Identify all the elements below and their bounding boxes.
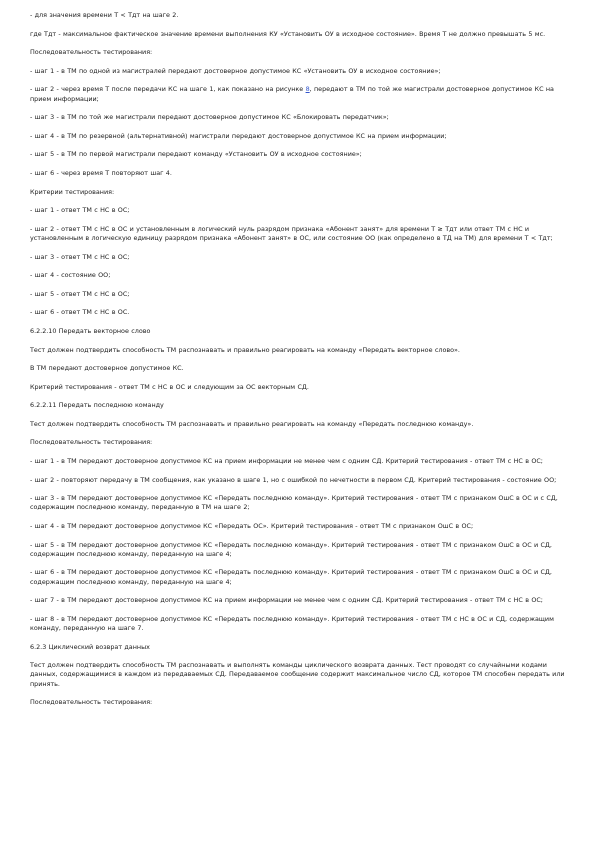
paragraph [30,383,565,392]
paragraph [30,346,565,355]
paragraph-text: - шаг 7 - в ТМ передают достоверное допустимое КС на прием информации не менее чем с одним СД. Критерий тестирования - ответ ТМ с НС в ОС; [30,596,543,605]
paragraph-text: 6.2.3 Циклический возврат данных [30,642,150,651]
paragraph [30,457,565,466]
paragraph [30,290,565,299]
paragraph-text: - шаг 5 - ответ ТМ с НС в ОС; [30,289,130,298]
paragraph [30,615,565,633]
paragraph [30,438,565,447]
paragraph-text: - шаг 4 - в ТМ по резервной (альтернативной) магистрали передают достоверное допустимое КС на прием информации; [30,131,447,140]
paragraph [30,85,565,103]
paragraph-text: - для значения времени T < Tдт на шаге 2. [30,11,179,19]
paragraph [30,476,565,485]
paragraph [30,169,565,178]
paragraph-text: - шаг 6 - в ТМ передают достоверное допустимое КС «Передать последнюю команду». Критерий тестирования - ответ ТМ с признаком ОшС в ОС и СД, содержащим последнюю команду, переданную на шаге 4; [30,568,552,586]
paragraph-text: - шаг 2 - повторяют передачу в ТМ сообщения, как указано в шаге 1, но с ошибкой по нечетности в первом СД. Критерий тестирования - состояние ОО; [30,475,557,484]
paragraph-text: , передают в ТМ по той же магистрали достоверное допустимое КС на прием информации; [30,85,554,103]
paragraph [30,113,565,122]
paragraph [30,30,565,39]
paragraph [30,661,565,689]
paragraph [30,67,565,76]
paragraph-text: Тест должен подтвердить способность ТМ распознавать и правильно реагировать на команду «Передать векторное слово». [30,345,460,354]
paragraph-text: - шаг 5 - в ТМ по первой магистрали передают команду «Установить ОУ в исходное состояние»; [30,150,362,159]
paragraph-text: Последовательность тестирования: [30,438,153,447]
paragraph [30,206,565,215]
paragraph-text: - шаг 4 - состояние ОО; [30,271,111,280]
paragraph [30,48,565,57]
paragraph-text: - шаг 1 - ответ ТМ с НС в ОС; [30,206,130,215]
paragraph [30,596,565,605]
paragraph [30,643,565,652]
paragraph [30,225,565,243]
paragraph-text: - шаг 3 - в ТМ по той же магистрали передают достоверное допустимое КС «Блокировать передатчик»; [30,113,389,122]
paragraph [30,150,565,159]
paragraph-text: - шаг 3 - ответ ТМ с НС в ОС; [30,252,130,261]
paragraph-text: Последовательность тестирования: [30,698,153,707]
paragraph-text: - шаг 4 - в ТМ передают достоверное допустимое КС «Передать ОС». Критерий тестирования - ответ ТМ с признаком ОшС в ОС; [30,522,474,531]
paragraph [30,522,565,531]
paragraph-text: - шаг 1 - в ТМ по одной из магистралей передают достоверное допустимое КС «Установить ОУ в исходное состояние»; [30,66,441,75]
paragraph-text: - шаг 1 - в ТМ передают достоверное допустимое КС на прием информации не менее чем с одним СД. Критерий тестирования - ответ ТМ с НС в ОС; [30,457,543,466]
paragraph [30,11,565,20]
paragraph [30,568,565,586]
paragraph [30,253,565,262]
paragraph-text: Критерии тестирования: [30,187,115,196]
paragraph-text: В ТМ передают достоверное допустимое КС. [30,364,184,373]
paragraph-text: - шаг 2 - через время T после передачи КС на шаге 1, как показано на рисунке [30,85,306,94]
paragraph-text: Последовательность тестирования: [30,48,153,57]
paragraph [30,420,565,429]
paragraph [30,308,565,317]
paragraph-text: - шаг 5 - в ТМ передают достоверное допустимое КС «Передать последнюю команду». Критерий тестирования - ответ ТМ с признаком ОшС в ОС и СД, содержащим последнюю команду, переданную на шаге 4; [30,540,552,558]
paragraph [30,698,565,707]
paragraph [30,401,565,410]
paragraph [30,132,565,141]
paragraph [30,494,565,512]
paragraph-text: - шаг 3 - в ТМ передают достоверное допустимое КС «Передать последнюю команду». Критерий тестирования - ответ ТМ с признаком ОшС в ОС и с СД, содержащим последнюю команду, переданную в ТМ на шаге 2; [30,494,558,512]
paragraph-text: где Tдт - максимальное фактическое значение времени выполнения КУ «Установить ОУ в исходное состояние». Время T не должно превышать 5 мс. [30,29,546,38]
paragraph-text: - шаг 8 - в ТМ передают достоверное допустимое КС «Передать последнюю команду». Критерий тестирования - ответ ТМ с НС в ОС и СД, содержащим команду, переданную на шаге 7. [30,614,554,633]
paragraph [30,364,565,373]
paragraph [30,541,565,559]
paragraph [30,188,565,197]
paragraph-text: - шаг 2 - ответ ТМ с НС в ОС и установленным в логический нуль разрядом признака «Абонент занят» для времени T ≥ Tдт или ответ ТМ с НС и установленным в логическую единицу разрядом признака «Абонент занят» в ОС, или состояние ОО (как определено в ТД на ТМ) для времени T < Tдт; [30,224,553,242]
document-body [30,11,565,707]
paragraph-text: Тест должен подтвердить способность ТМ распознавать и выполнять команды циклического возврата данных. Тест проводят со случайными кодами данных, содержащимися в каждом из передаваемых СД. Передаваемое сообщение содержит максимальное число СД, которое ТМ способен передать или принять. [30,661,565,688]
paragraph-text: Тест должен подтвердить способность ТМ распознавать и правильно реагировать на команду «Передать последнюю команду». [30,419,474,428]
paragraph-text: Критерий тестирования - ответ ТМ с НС в ОС и следующим за ОС векторным СД. [30,382,309,391]
paragraph-text: - шаг 6 - через время T повторяют шаг 4. [30,168,172,177]
paragraph [30,271,565,280]
paragraph-text: - шаг 6 - ответ ТМ с НС в ОС. [30,308,130,317]
paragraph-text: 6.2.2.10 Передать векторное слово [30,326,151,335]
paragraph [30,327,565,336]
figure-reference-link[interactable]: 8 [305,85,310,94]
paragraph-text: 6.2.2.11 Передать последнюю команду [30,401,164,410]
